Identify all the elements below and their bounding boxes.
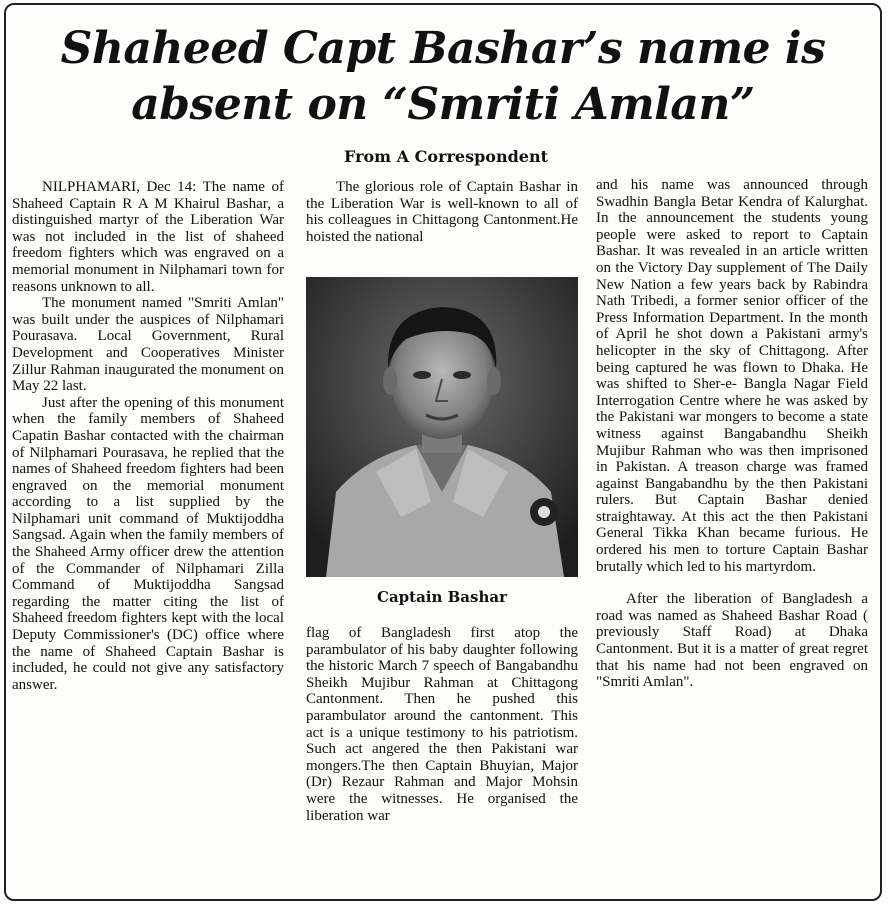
paragraph-road-named: After the liberation of Bangladesh a road was named as Shaheed Bashar Road ( previously Staff Road) at Dhaka Cantonment. But it is a matter of great regret that his name had not been engraved on "Smriti Amlan".	[596, 591, 868, 691]
byline: From A Correspondent	[344, 147, 548, 166]
paragraph-radio-announcement: and his name was announced through Swadhin Bangla Betar Kendra of Kalurghat. In the announcement the students young people were asked to report to Captain Bashar. It was revealed in an article written on the Victory Day supplement of The Daily New Nation a few years back by Rabindra Nath Tribedi, a former senior officer of the Press Information Department. In the month of April he shot down a Pakistani army's helicopter in the sky of Chittagong. After being captured he was flown to Dhaka. He was shifted to Sher-e- Bangla Nagar Field Interrogation Centre where he was asked by the Pakistani war mongers to become a state witness against Bangabandhu Sheikh Mujibur Rahman who was then imprisoned in Pakistan. A treason charge was framed against Bangabandhu by the then Pakistani rulers. But Captain Bashar denied straightaway. At this act the then Pakistani General Tikka Khan became furious. He ordered his men to torture Captain Bashar brutally which led to his martyrdom.	[596, 177, 868, 575]
article-column-2-top	[306, 179, 578, 245]
newspaper-clipping	[4, 3, 882, 901]
paragraph-family-contact: Just after the opening of this monument when the family members of Shaheed Capatin Bashar contacted with the chairman of Nilphamari Pourasava, he replied that the names of Shaheed freedom fighters had been engraved on the memorial monument according to a list supplied by the Nilphamari unit command of Muktijoddha Sangsad. Again when the family members of the Shaheed Army officer drew the attention of the Commander of Nilphamari Zilla Command of Muktijoddha Sangsad regarding the matter citing the list of Shaheed freedom fighters kept with the local Deputy Commissioner's (DC) office where the name of Shaheed Captain Bashar is included, he could not give any satisfactory answer.	[12, 394, 284, 693]
paragraph-dateline: NILPHAMARI, Dec 14: The name of Shaheed Captain R A M Khairul Bashar, a distinguished martyr of the Liberation War was not included in the list of shaheed freedom fighters which was engraved on a memorial monument in Nilphamari town for reasons unknown to all.	[12, 179, 284, 295]
headline-line-1: Shaheed Capt Bashar’s name is	[60, 23, 826, 74]
portrait-image	[306, 277, 578, 577]
photo-caption: Captain Bashar	[377, 588, 507, 606]
article-column-3	[596, 177, 868, 691]
headline-line-2: absent on “Smriti Amlan”	[131, 79, 755, 130]
portrait-photo	[306, 277, 578, 577]
paragraph-monument: The monument named "Smriti Amlan" was built under the auspices of Nilphamari Pourasava. Local Government, Rural Development and Cooperatives Minister Zillur Rahman inaugurated the monument on May 22 last.	[12, 295, 284, 395]
article-column-2-bottom	[306, 625, 578, 824]
paragraph-flag-hoisting: flag of Bangladesh first atop the parambulator of his baby daughter following the historic March 7 speech of Bangabandhu Sheikh Mujibur Rahman at Chittagong Cantonment. Then he pushed this parambulator around the cantonment. This act is a unique testimony to his patriotism. Such act angered the then Pakistani war mongers.The then Captain Bhuyian, Major (Dr) Rezaur Rahman and Major Mohsin were the witnesses. He organised the liberation war	[306, 625, 578, 824]
headline	[6, 21, 880, 133]
paragraph-glorious-role: The glorious role of Captain Bashar in the Liberation War is well-known to all of his colleagues in Chittagong Cantonment.He hoisted the national	[306, 179, 578, 245]
article-column-1	[12, 179, 284, 693]
